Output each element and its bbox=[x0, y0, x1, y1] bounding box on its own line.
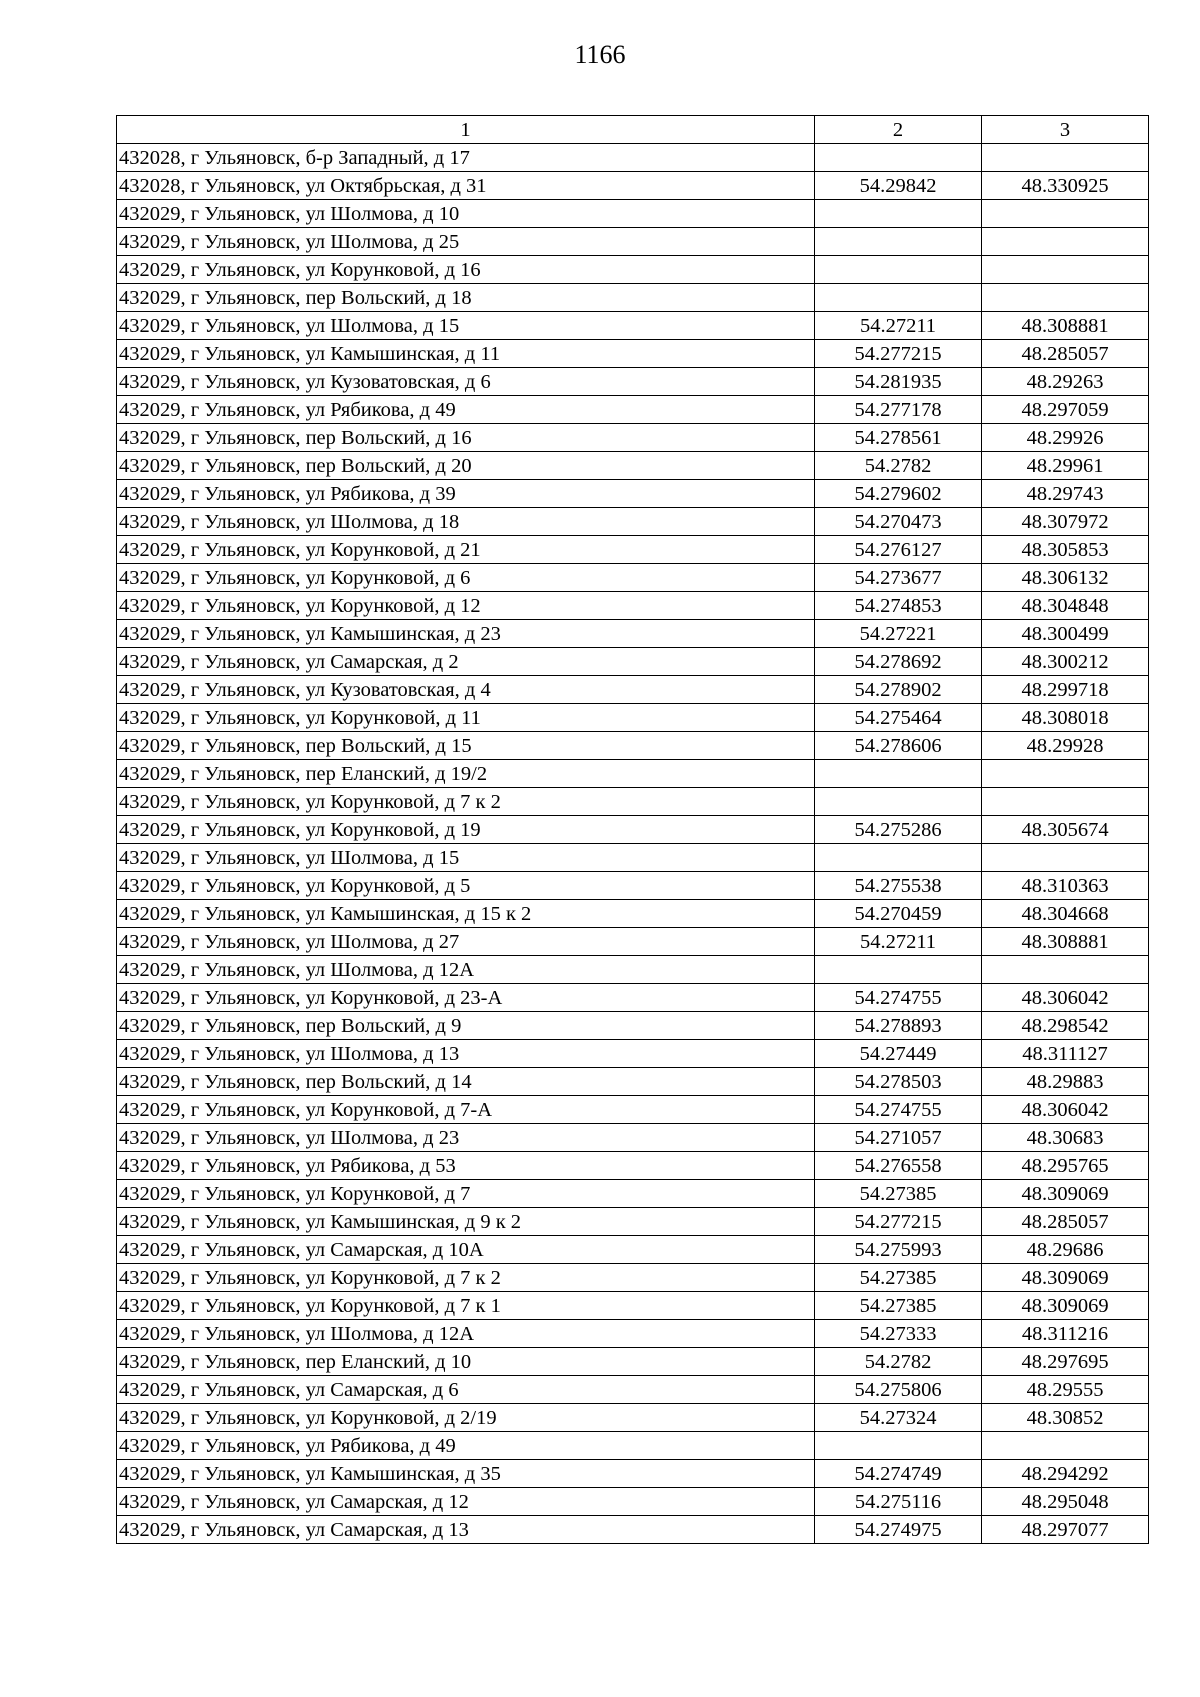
latitude-cell bbox=[815, 844, 982, 872]
address-cell: 432028, г Ульяновск, ул Октябрьская, д 31 bbox=[117, 172, 815, 200]
longitude-cell: 48.297059 bbox=[982, 396, 1149, 424]
table-row bbox=[117, 1488, 1149, 1516]
table-row bbox=[117, 312, 1149, 340]
latitude-cell: 54.27221 bbox=[815, 620, 982, 648]
table-row bbox=[117, 256, 1149, 284]
address-cell: 432029, г Ульяновск, пер Вольский, д 16 bbox=[117, 424, 815, 452]
table-row bbox=[117, 816, 1149, 844]
table-row bbox=[117, 1432, 1149, 1460]
table-header-row bbox=[117, 116, 1149, 144]
longitude-cell: 48.29961 bbox=[982, 452, 1149, 480]
address-cell: 432029, г Ульяновск, ул Корунковой, д 23-А bbox=[117, 984, 815, 1012]
longitude-cell bbox=[982, 284, 1149, 312]
address-cell: 432029, г Ульяновск, ул Самарская, д 13 bbox=[117, 1516, 815, 1544]
table-row bbox=[117, 1516, 1149, 1544]
table-row bbox=[117, 1208, 1149, 1236]
address-cell: 432029, г Ульяновск, ул Шолмова, д 10 bbox=[117, 200, 815, 228]
table-row bbox=[117, 564, 1149, 592]
longitude-cell: 48.310363 bbox=[982, 872, 1149, 900]
latitude-cell: 54.27211 bbox=[815, 928, 982, 956]
longitude-cell: 48.29263 bbox=[982, 368, 1149, 396]
longitude-cell: 48.309069 bbox=[982, 1264, 1149, 1292]
latitude-cell: 54.275993 bbox=[815, 1236, 982, 1264]
longitude-cell bbox=[982, 844, 1149, 872]
table-row bbox=[117, 1460, 1149, 1488]
table-row bbox=[117, 200, 1149, 228]
latitude-cell: 54.274755 bbox=[815, 1096, 982, 1124]
address-cell: 432029, г Ульяновск, ул Корунковой, д 12 bbox=[117, 592, 815, 620]
longitude-cell: 48.308881 bbox=[982, 928, 1149, 956]
table-row bbox=[117, 1180, 1149, 1208]
table-row bbox=[117, 732, 1149, 760]
latitude-cell: 54.27333 bbox=[815, 1320, 982, 1348]
longitude-cell: 48.306132 bbox=[982, 564, 1149, 592]
table-row bbox=[117, 984, 1149, 1012]
longitude-cell: 48.305674 bbox=[982, 816, 1149, 844]
latitude-cell: 54.27385 bbox=[815, 1264, 982, 1292]
latitude-cell bbox=[815, 1432, 982, 1460]
longitude-cell: 48.297077 bbox=[982, 1516, 1149, 1544]
longitude-cell: 48.304668 bbox=[982, 900, 1149, 928]
latitude-cell bbox=[815, 760, 982, 788]
longitude-cell: 48.300499 bbox=[982, 620, 1149, 648]
table-row bbox=[117, 144, 1149, 172]
latitude-cell bbox=[815, 284, 982, 312]
longitude-cell: 48.29926 bbox=[982, 424, 1149, 452]
address-cell: 432029, г Ульяновск, ул Рябикова, д 49 bbox=[117, 396, 815, 424]
address-cell: 432029, г Ульяновск, ул Корункoвой, д 11 bbox=[117, 704, 815, 732]
address-cell: 432029, г Ульяновск, ул Корунковой, д 7 к 2 bbox=[117, 1264, 815, 1292]
address-cell: 432029, г Ульяновск, ул Корунковой, д 19 bbox=[117, 816, 815, 844]
longitude-cell: 48.29555 bbox=[982, 1376, 1149, 1404]
table-row bbox=[117, 956, 1149, 984]
latitude-cell: 54.278503 bbox=[815, 1068, 982, 1096]
latitude-cell: 54.275116 bbox=[815, 1488, 982, 1516]
latitude-cell: 54.278561 bbox=[815, 424, 982, 452]
latitude-cell: 54.275464 bbox=[815, 704, 982, 732]
address-cell: 432029, г Ульяновск, ул Корунковой, д 7 к 1 bbox=[117, 1292, 815, 1320]
longitude-cell: 48.306042 bbox=[982, 1096, 1149, 1124]
longitude-cell: 48.29686 bbox=[982, 1236, 1149, 1264]
longitude-cell: 48.299718 bbox=[982, 676, 1149, 704]
column-header-address: 1 bbox=[117, 116, 815, 144]
latitude-cell bbox=[815, 144, 982, 172]
table-row bbox=[117, 452, 1149, 480]
address-cell: 432029, г Ульяновск, ул Камышинская, д 23 bbox=[117, 620, 815, 648]
longitude-cell bbox=[982, 788, 1149, 816]
latitude-cell: 54.274975 bbox=[815, 1516, 982, 1544]
latitude-cell: 54.274853 bbox=[815, 592, 982, 620]
table-row bbox=[117, 928, 1149, 956]
table-row bbox=[117, 480, 1149, 508]
latitude-cell: 54.277178 bbox=[815, 396, 982, 424]
longitude-cell bbox=[982, 144, 1149, 172]
latitude-cell: 54.27449 bbox=[815, 1040, 982, 1068]
latitude-cell: 54.276558 bbox=[815, 1152, 982, 1180]
longitude-cell: 48.294292 bbox=[982, 1460, 1149, 1488]
longitude-cell: 48.308881 bbox=[982, 312, 1149, 340]
longitude-cell bbox=[982, 200, 1149, 228]
address-cell: 432029, г Ульяновск, ул Шолмова, д 25 bbox=[117, 228, 815, 256]
address-cell: 432029, г Ульяновск, ул Шолмова, д 13 bbox=[117, 1040, 815, 1068]
longitude-cell: 48.29743 bbox=[982, 480, 1149, 508]
table-row bbox=[117, 1124, 1149, 1152]
column-header-latitude: 2 bbox=[815, 116, 982, 144]
address-cell: 432029, г Ульяновск, ул Самарская, д 10А bbox=[117, 1236, 815, 1264]
latitude-cell: 54.274749 bbox=[815, 1460, 982, 1488]
table-row bbox=[117, 620, 1149, 648]
address-cell: 432029, г Ульяновск, ул Самарская, д 6 bbox=[117, 1376, 815, 1404]
longitude-cell: 48.311127 bbox=[982, 1040, 1149, 1068]
longitude-cell: 48.300212 bbox=[982, 648, 1149, 676]
table-row bbox=[117, 340, 1149, 368]
table-row bbox=[117, 788, 1149, 816]
table-row bbox=[117, 900, 1149, 928]
latitude-cell: 54.281935 bbox=[815, 368, 982, 396]
address-table bbox=[116, 115, 1149, 1544]
table-row bbox=[117, 284, 1149, 312]
latitude-cell: 54.274755 bbox=[815, 984, 982, 1012]
latitude-cell: 54.278606 bbox=[815, 732, 982, 760]
address-cell: 432029, г Ульяновск, пер Вольский, д 14 bbox=[117, 1068, 815, 1096]
longitude-cell bbox=[982, 256, 1149, 284]
table-row bbox=[117, 592, 1149, 620]
address-cell: 432029, г Ульяновск, ул Камышинская, д 15 к 2 bbox=[117, 900, 815, 928]
address-cell: 432029, г Ульяновск, ул Шолмова, д 18 bbox=[117, 508, 815, 536]
latitude-cell: 54.271057 bbox=[815, 1124, 982, 1152]
table-row bbox=[117, 1404, 1149, 1432]
address-cell: 432029, г Ульяновск, пер Вольский, д 20 bbox=[117, 452, 815, 480]
address-cell: 432029, г Ульяновск, ул Кузоватовская, д 6 bbox=[117, 368, 815, 396]
longitude-cell bbox=[982, 228, 1149, 256]
address-cell: 432029, г Ульяновск, ул Корунковой, д 5 bbox=[117, 872, 815, 900]
table-row bbox=[117, 1096, 1149, 1124]
latitude-cell: 54.27385 bbox=[815, 1180, 982, 1208]
longitude-cell: 48.297695 bbox=[982, 1348, 1149, 1376]
table-row bbox=[117, 1292, 1149, 1320]
longitude-cell: 48.307972 bbox=[982, 508, 1149, 536]
latitude-cell: 54.276127 bbox=[815, 536, 982, 564]
address-cell: 432029, г Ульяновск, пер Вольский, д 9 bbox=[117, 1012, 815, 1040]
latitude-cell: 54.29842 bbox=[815, 172, 982, 200]
latitude-cell: 54.277215 bbox=[815, 1208, 982, 1236]
address-cell: 432029, г Ульяновск, ул Шолмова, д 15 bbox=[117, 312, 815, 340]
latitude-cell: 54.27324 bbox=[815, 1404, 982, 1432]
table-body bbox=[117, 144, 1149, 1544]
table-row bbox=[117, 1320, 1149, 1348]
latitude-cell: 54.277215 bbox=[815, 340, 982, 368]
address-cell: 432029, г Ульяновск, ул Камышинская, д 11 bbox=[117, 340, 815, 368]
latitude-cell: 54.275806 bbox=[815, 1376, 982, 1404]
latitude-cell: 54.275538 bbox=[815, 872, 982, 900]
address-cell: 432029, г Ульяновск, ул Корунковой, д 2/19 bbox=[117, 1404, 815, 1432]
table-row bbox=[117, 1068, 1149, 1096]
address-cell: 432029, г Ульяновск, ул Рябикова, д 53 bbox=[117, 1152, 815, 1180]
latitude-cell: 54.270473 bbox=[815, 508, 982, 536]
table-row bbox=[117, 1376, 1149, 1404]
address-cell: 432029, г Ульяновск, ул Корунковой, д 7-А bbox=[117, 1096, 815, 1124]
address-cell: 432029, г Ульяновск, ул Корунковой, д 6 bbox=[117, 564, 815, 592]
table-row bbox=[117, 228, 1149, 256]
latitude-cell bbox=[815, 956, 982, 984]
page-number: 1166 bbox=[574, 40, 626, 69]
table-row bbox=[117, 1040, 1149, 1068]
address-cell: 432029, г Ульяновск, ул Рябикова, д 49 bbox=[117, 1432, 815, 1460]
table-row bbox=[117, 508, 1149, 536]
longitude-cell: 48.285057 bbox=[982, 340, 1149, 368]
address-cell: 432029, г Ульяновск, пер Еланский, д 19/2 bbox=[117, 760, 815, 788]
longitude-cell: 48.29928 bbox=[982, 732, 1149, 760]
latitude-cell: 54.278692 bbox=[815, 648, 982, 676]
latitude-cell: 54.278893 bbox=[815, 1012, 982, 1040]
longitude-cell: 48.30852 bbox=[982, 1404, 1149, 1432]
latitude-cell bbox=[815, 788, 982, 816]
latitude-cell: 54.27385 bbox=[815, 1292, 982, 1320]
table-row bbox=[117, 368, 1149, 396]
address-cell: 432029, г Ульяновск, ул Шолмова, д 27 bbox=[117, 928, 815, 956]
table-row bbox=[117, 704, 1149, 732]
table-row bbox=[117, 1348, 1149, 1376]
address-cell: 432029, г Ульяновск, ул Шолмова, д 12А bbox=[117, 1320, 815, 1348]
latitude-cell: 54.2782 bbox=[815, 452, 982, 480]
table-row bbox=[117, 844, 1149, 872]
longitude-cell: 48.306042 bbox=[982, 984, 1149, 1012]
latitude-cell: 54.275286 bbox=[815, 816, 982, 844]
address-cell: 432029, г Ульяновск, пер Вольский, д 15 bbox=[117, 732, 815, 760]
address-cell: 432029, г Ульяновск, ул Шолмова, д 23 bbox=[117, 1124, 815, 1152]
table-row bbox=[117, 1264, 1149, 1292]
longitude-cell: 48.30683 bbox=[982, 1124, 1149, 1152]
longitude-cell: 48.311216 bbox=[982, 1320, 1149, 1348]
table-row bbox=[117, 396, 1149, 424]
table-row bbox=[117, 1012, 1149, 1040]
address-cell: 432029, г Ульяновск, ул Рябикова, д 39 bbox=[117, 480, 815, 508]
longitude-cell bbox=[982, 1432, 1149, 1460]
table-row bbox=[117, 760, 1149, 788]
table-row bbox=[117, 1152, 1149, 1180]
longitude-cell: 48.29883 bbox=[982, 1068, 1149, 1096]
address-cell: 432029, г Ульяновск, ул Корунковой, д 7 bbox=[117, 1180, 815, 1208]
address-cell: 432029, г Ульяновск, ул Камышинская, д 35 bbox=[117, 1460, 815, 1488]
longitude-cell: 48.308018 bbox=[982, 704, 1149, 732]
longitude-cell bbox=[982, 956, 1149, 984]
address-cell: 432029, г Ульяновск, ул Самарская, д 12 bbox=[117, 1488, 815, 1516]
latitude-cell: 54.278902 bbox=[815, 676, 982, 704]
table-row bbox=[117, 424, 1149, 452]
address-cell: 432029, г Ульяновск, ул Корунковой, д 7 к 2 bbox=[117, 788, 815, 816]
latitude-cell: 54.270459 bbox=[815, 900, 982, 928]
table-row bbox=[117, 1236, 1149, 1264]
longitude-cell: 48.305853 bbox=[982, 536, 1149, 564]
address-cell: 432028, г Ульяновск, б-р Западный, д 17 bbox=[117, 144, 815, 172]
longitude-cell: 48.330925 bbox=[982, 172, 1149, 200]
column-header-longitude: 3 bbox=[982, 116, 1149, 144]
address-cell: 432029, г Ульяновск, ул Кузоватовская, д 4 bbox=[117, 676, 815, 704]
table-row bbox=[117, 172, 1149, 200]
latitude-cell: 54.27211 bbox=[815, 312, 982, 340]
address-cell: 432029, г Ульяновск, ул Камышинская, д 9 к 2 bbox=[117, 1208, 815, 1236]
address-cell: 432029, г Ульяновск, пер Вольский, д 18 bbox=[117, 284, 815, 312]
longitude-cell bbox=[982, 760, 1149, 788]
latitude-cell: 54.2782 bbox=[815, 1348, 982, 1376]
longitude-cell: 48.295765 bbox=[982, 1152, 1149, 1180]
latitude-cell bbox=[815, 256, 982, 284]
latitude-cell bbox=[815, 228, 982, 256]
longitude-cell: 48.304848 bbox=[982, 592, 1149, 620]
address-cell: 432029, г Ульяновск, ул Самарская, д 2 bbox=[117, 648, 815, 676]
table-row bbox=[117, 648, 1149, 676]
longitude-cell: 48.309069 bbox=[982, 1180, 1149, 1208]
longitude-cell: 48.295048 bbox=[982, 1488, 1149, 1516]
table-row bbox=[117, 872, 1149, 900]
longitude-cell: 48.309069 bbox=[982, 1292, 1149, 1320]
address-cell: 432029, г Ульяновск, пер Еланский, д 10 bbox=[117, 1348, 815, 1376]
table-row bbox=[117, 676, 1149, 704]
latitude-cell: 54.279602 bbox=[815, 480, 982, 508]
longitude-cell: 48.285057 bbox=[982, 1208, 1149, 1236]
address-cell: 432029, г Ульяновск, ул Шолмова, д 15 bbox=[117, 844, 815, 872]
latitude-cell bbox=[815, 200, 982, 228]
address-cell: 432029, г Ульяновск, ул Шолмова, д 12А bbox=[117, 956, 815, 984]
latitude-cell: 54.273677 bbox=[815, 564, 982, 592]
table-row bbox=[117, 536, 1149, 564]
longitude-cell: 48.298542 bbox=[982, 1012, 1149, 1040]
address-cell: 432029, г Ульяновск, ул Корунковой, д 16 bbox=[117, 256, 815, 284]
address-cell: 432029, г Ульяновск, ул Корунковой, д 21 bbox=[117, 536, 815, 564]
